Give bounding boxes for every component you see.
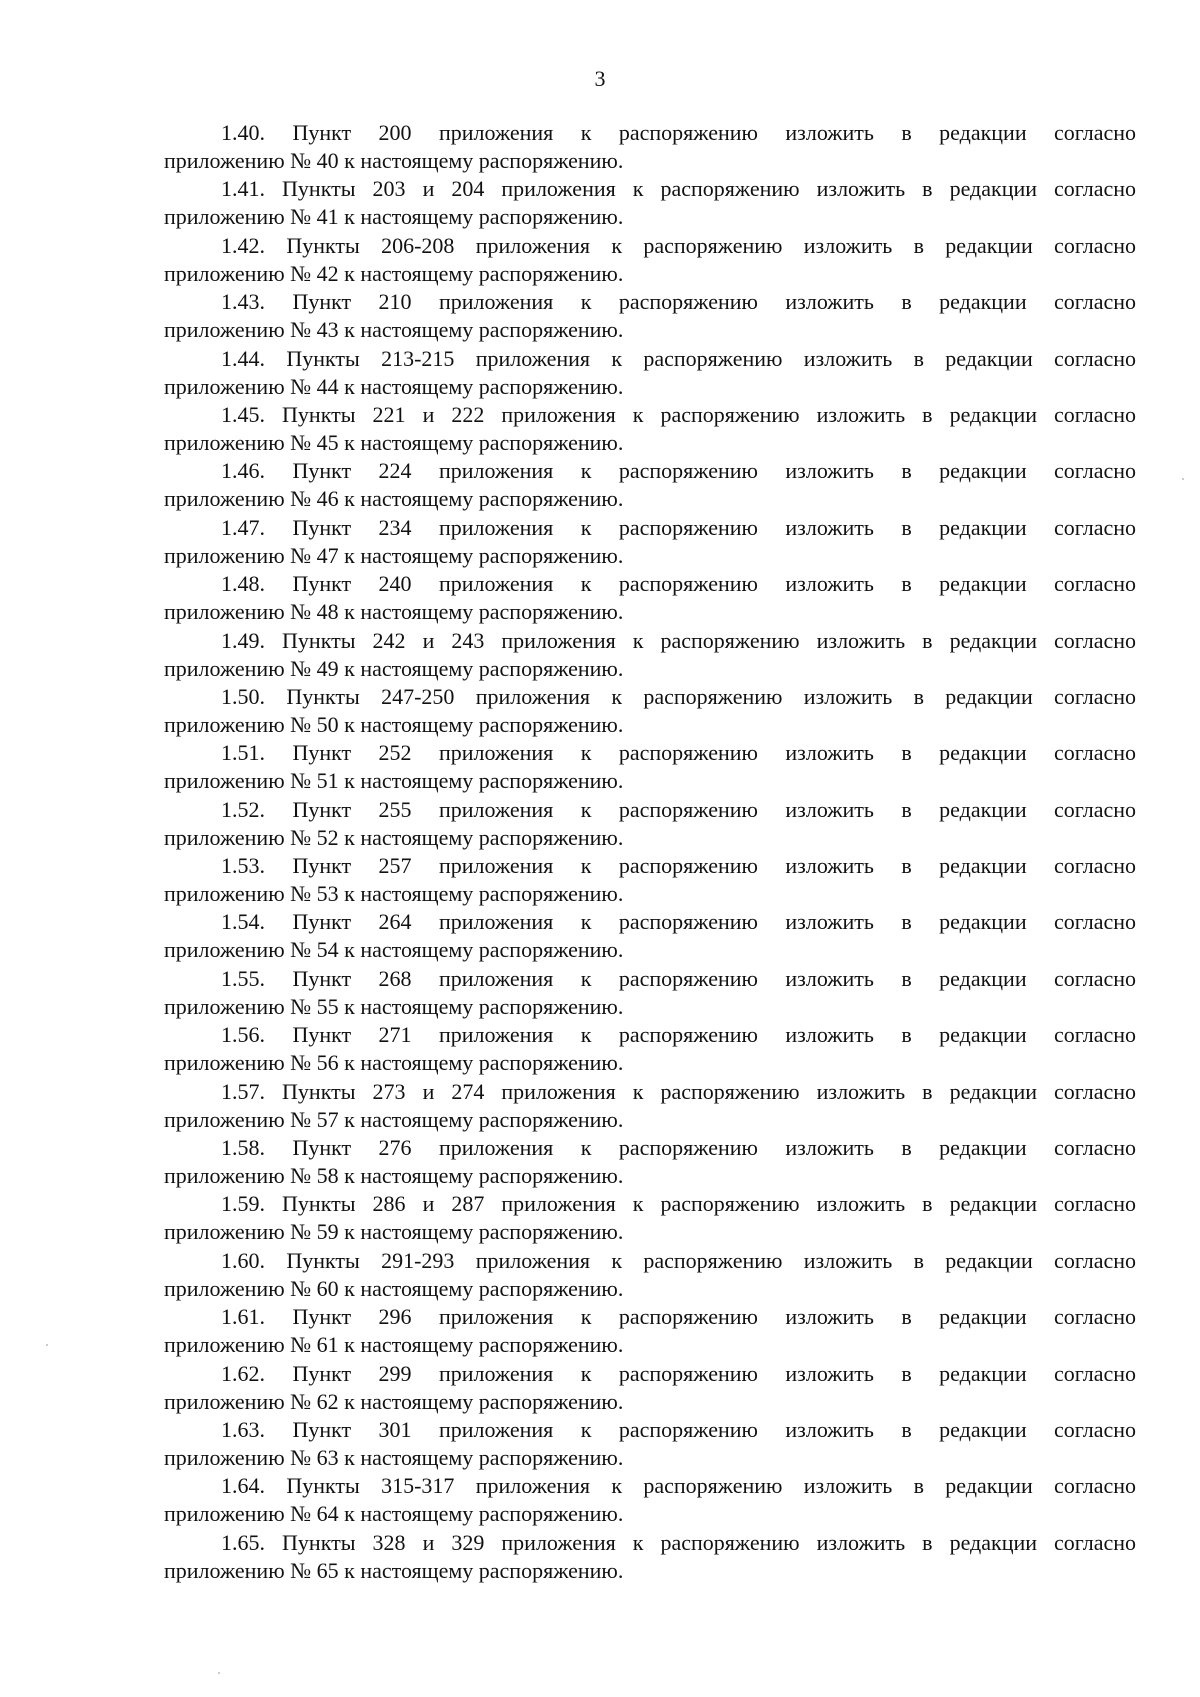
clause-number: 1.46. [221,458,265,484]
clause-number: 1.63. [221,1416,265,1442]
clause-continuation: приложению № 47 к настоящему распоряжению. [164,542,624,568]
clause-text: Пункты 242 и 243 приложения к распоряжению изложить в редакции согласно [282,627,1136,653]
clause-number: 1.47. [221,514,265,540]
clause-continuation: приложению № 65 к настоящему распоряжению. [164,1557,624,1583]
clause-first-line [164,683,1136,711]
clause-first-line [164,1360,1136,1388]
clause-first-line [164,401,1136,429]
clause-text: Пункт 271 приложения к распоряжению изложить в редакции согласно [292,1022,1136,1048]
clause-text: Пункт 200 приложения к распоряжению изложить в редакции согласно [292,120,1136,145]
clause-number: 1.48. [221,571,265,597]
clause-number: 1.52. [221,796,265,822]
clause-item [164,852,1136,908]
clause-first-line [164,1078,1136,1106]
clause-item [164,1190,1136,1246]
clause-number: 1.65. [221,1529,265,1555]
clause-first-line [164,1134,1136,1162]
scan-speck [1182,478,1184,480]
clause-continuation: приложению № 60 к настоящему распоряжению. [164,1275,624,1301]
clause-number: 1.61. [221,1304,265,1330]
clause-continuation: приложению № 55 к настоящему распоряжению. [164,993,624,1019]
clause-first-line [164,1021,1136,1049]
clause-item [164,1303,1136,1359]
clause-number: 1.43. [221,289,265,315]
clause-number: 1.56. [221,1022,265,1048]
clause-first-line [164,457,1136,485]
clause-text: Пункт 264 приложения к распоряжению изложить в редакции согласно [292,909,1136,935]
clause-continuation: приложению № 45 к настоящему распоряжению. [164,429,624,455]
clause-text: Пункт 296 приложения к распоряжению изложить в редакции согласно [292,1304,1136,1330]
scan-speck [46,1344,48,1346]
clause-first-line [164,1190,1136,1218]
clause-first-line [164,739,1136,767]
clause-first-line [164,1529,1136,1557]
clause-item [164,739,1136,795]
clause-text: Пункты 221 и 222 приложения к распоряжению изложить в редакции согласно [282,401,1136,427]
clause-item [164,175,1136,231]
clause-first-line [164,345,1136,373]
clause-number: 1.55. [221,965,265,991]
clause-first-line [164,570,1136,598]
clause-text: Пункты 291-293 приложения к распоряжению изложить в редакции согласно [286,1247,1136,1273]
clause-item [164,1078,1136,1134]
clause-number: 1.59. [221,1191,265,1217]
clause-continuation: приложению № 41 к настоящему распоряжению. [164,204,624,230]
clause-text: Пункты 273 и 274 приложения к распоряжению изложить в редакции согласно [282,1078,1136,1104]
clause-item [164,1021,1136,1077]
clause-number: 1.64. [221,1473,265,1499]
clause-text: Пункты 206-208 приложения к распоряжению изложить в редакции согласно [286,232,1136,258]
clause-continuation: приложению № 48 к настоящему распоряжению. [164,599,624,625]
clause-text: Пункты 328 и 329 приложения к распоряжению изложить в редакции согласно [282,1529,1136,1555]
clause-first-line [164,908,1136,936]
clause-first-line [164,1303,1136,1331]
clause-text: Пункт 268 приложения к распоряжению изложить в редакции согласно [292,965,1136,991]
clause-continuation: приложению № 62 к настоящему распоряжению. [164,1388,624,1414]
clause-number: 1.54. [221,909,265,935]
clause-number: 1.58. [221,1135,265,1161]
clause-text: Пункт 210 приложения к распоряжению изложить в редакции согласно [292,289,1136,315]
clause-text: Пункт 234 приложения к распоряжению изложить в редакции согласно [292,514,1136,540]
clause-continuation: приложению № 56 к настоящему распоряжению. [164,1050,624,1076]
clause-text: Пункт 240 приложения к распоряжению изложить в редакции согласно [292,571,1136,597]
clause-text: Пункт 224 приложения к распоряжению изложить в редакции согласно [292,458,1136,484]
clause-item [164,514,1136,570]
clause-continuation: приложению № 63 к настоящему распоряжению. [164,1444,624,1470]
clause-number: 1.62. [221,1360,265,1386]
clause-first-line [164,796,1136,824]
clause-item [164,1134,1136,1190]
clause-first-line [164,232,1136,260]
clause-text: Пункт 299 приложения к распоряжению изложить в редакции согласно [292,1360,1136,1386]
clause-first-line [164,514,1136,542]
clause-item [164,1472,1136,1528]
clause-text: Пункты 247-250 приложения к распоряжению изложить в редакции согласно [286,683,1136,709]
clause-item [164,288,1136,344]
clause-text: Пункт 257 приложения к распоряжению изложить в редакции согласно [292,853,1136,879]
clause-first-line [164,288,1136,316]
clause-text: Пункты 213-215 приложения к распоряжению изложить в редакции согласно [286,345,1136,371]
clause-text: Пункты 203 и 204 приложения к распоряжению изложить в редакции согласно [282,176,1136,202]
clause-continuation: приложению № 43 к настоящему распоряжению. [164,317,624,343]
clause-text: Пункт 301 приложения к распоряжению изложить в редакции согласно [292,1416,1136,1442]
clause-number: 1.44. [221,345,265,371]
clause-number: 1.51. [221,740,265,766]
clause-number: 1.50. [221,683,265,709]
clause-continuation: приложению № 42 к настоящему распоряжению. [164,260,624,286]
clause-first-line [164,852,1136,880]
clause-text: Пункты 315-317 приложения к распоряжению изложить в редакции согласно [286,1473,1136,1499]
clause-continuation: приложению № 49 к настоящему распоряжению. [164,655,624,681]
clause-first-line [164,1247,1136,1275]
clause-continuation: приложению № 40 к настоящему распоряжению. [164,148,624,173]
clause-item [164,1247,1136,1303]
clause-item [164,627,1136,683]
clause-list [164,119,1136,1585]
clause-item [164,1360,1136,1416]
clause-item [164,683,1136,739]
clause-number: 1.60. [221,1247,265,1273]
clause-number: 1.40. [221,120,265,145]
clause-item [164,1416,1136,1472]
clause-first-line [164,965,1136,993]
clause-number: 1.45. [221,401,265,427]
clause-text: Пункты 286 и 287 приложения к распоряжению изложить в редакции согласно [282,1191,1136,1217]
clause-continuation: приложению № 44 к настоящему распоряжению. [164,373,624,399]
clause-first-line [164,627,1136,655]
clause-item [164,401,1136,457]
clause-item [164,457,1136,513]
clause-continuation: приложению № 64 к настоящему распоряжению. [164,1501,624,1527]
clause-text: Пункт 255 приложения к распоряжению изложить в редакции согласно [292,796,1136,822]
clause-text: Пункт 252 приложения к распоряжению изложить в редакции согласно [292,740,1136,766]
clause-item [164,965,1136,1021]
clause-number: 1.57. [221,1078,265,1104]
clause-continuation: приложению № 59 к настоящему распоряжению. [164,1219,624,1245]
clause-item [164,345,1136,401]
clause-continuation: приложению № 53 к настоящему распоряжению. [164,881,624,907]
clause-number: 1.42. [221,232,265,258]
clause-item [164,1529,1136,1585]
clause-first-line [164,1472,1136,1500]
scan-speck [218,1672,220,1674]
clause-item [164,119,1136,175]
clause-item [164,908,1136,964]
clause-number: 1.53. [221,853,265,879]
clause-first-line [164,175,1136,203]
clause-continuation: приложению № 52 к настоящему распоряжению. [164,824,624,850]
clause-continuation: приложению № 46 к настоящему распоряжению. [164,486,624,512]
clause-continuation: приложению № 50 к настоящему распоряжению. [164,711,624,737]
clause-first-line [164,1416,1136,1444]
clause-continuation: приложению № 61 к настоящему распоряжению. [164,1332,624,1358]
clause-first-line [164,119,1136,147]
page-number: 3 [594,66,606,91]
clause-continuation: приложению № 58 к настоящему распоряжению. [164,1163,624,1189]
clause-number: 1.49. [221,627,265,653]
clause-continuation: приложению № 57 к настоящему распоряжению. [164,1106,624,1132]
clause-item [164,796,1136,852]
clause-number: 1.41. [221,176,265,202]
clause-text: Пункт 276 приложения к распоряжению изложить в редакции согласно [292,1135,1136,1161]
clause-continuation: приложению № 54 к настоящему распоряжению. [164,937,624,963]
clause-item [164,232,1136,288]
clause-continuation: приложению № 51 к настоящему распоряжению. [164,768,624,794]
clause-item [164,570,1136,626]
